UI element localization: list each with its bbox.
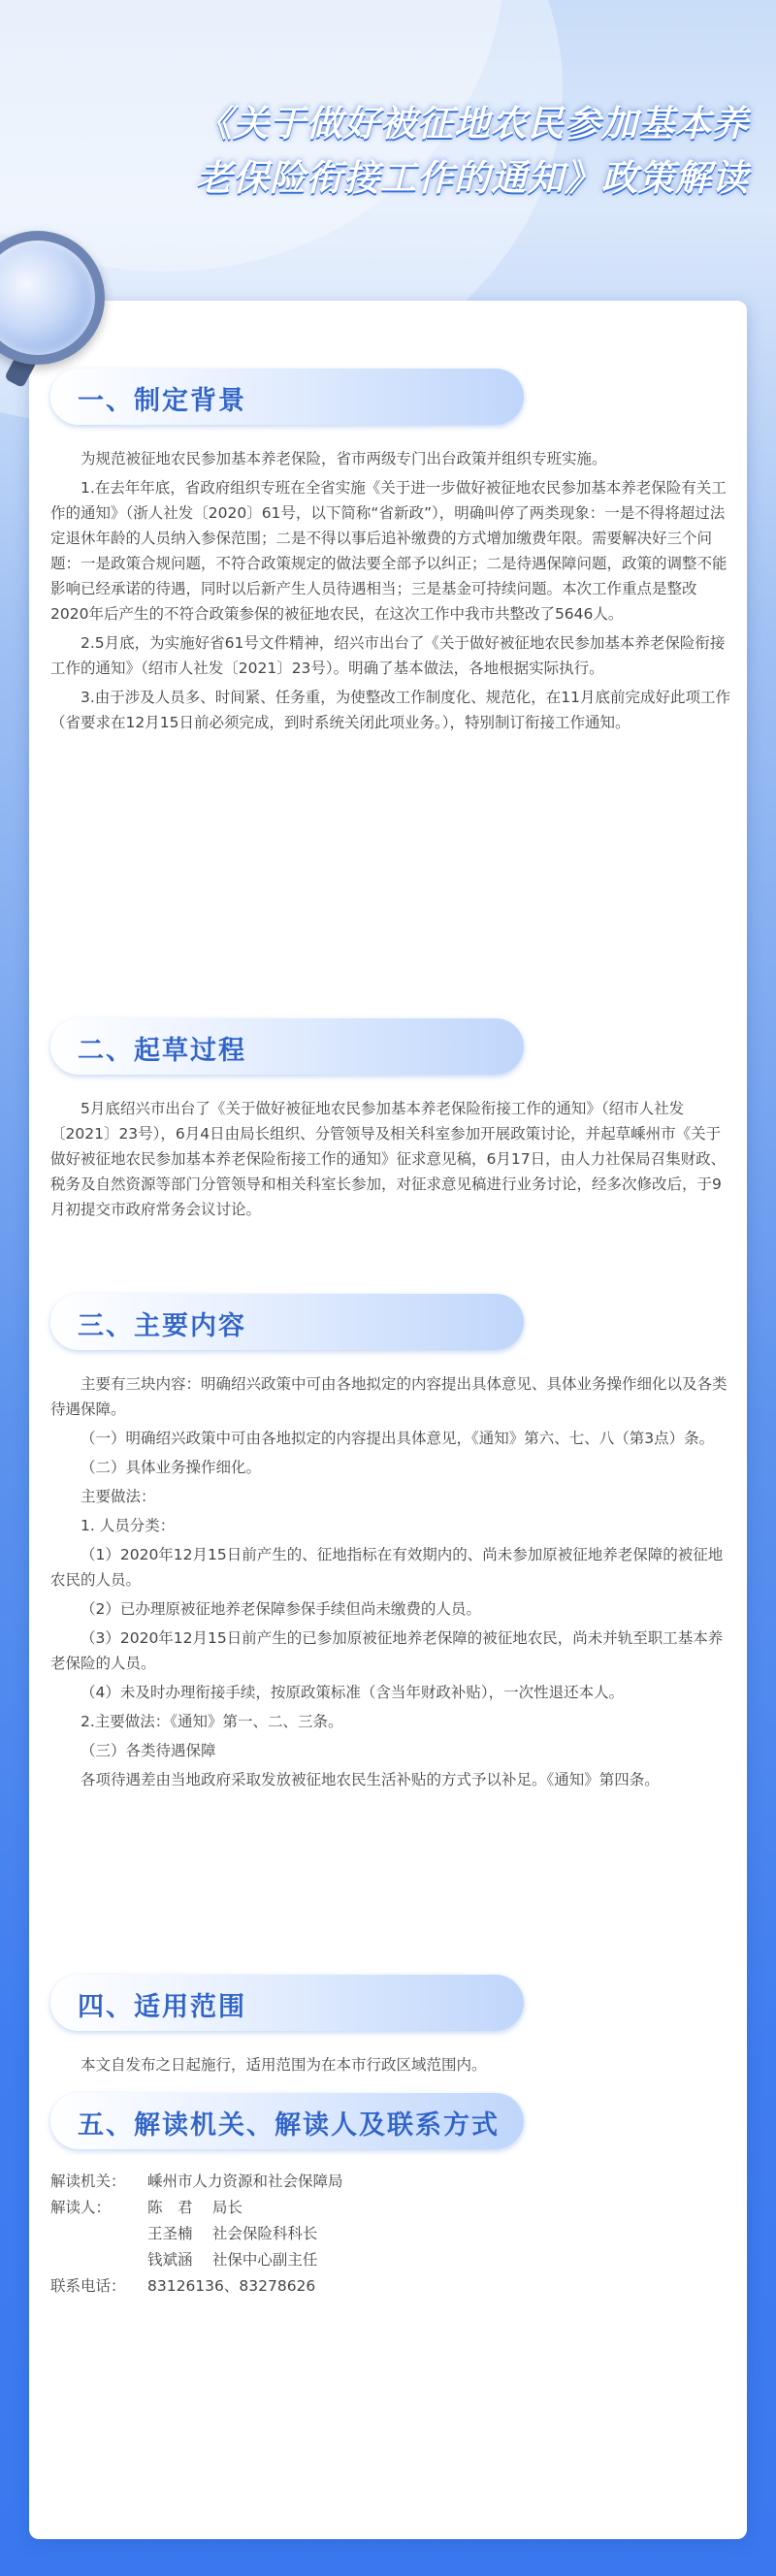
section-heading (50, 1975, 524, 2031)
section-main-content (50, 1294, 734, 1796)
paragraph: 主要有三块内容：明确绍兴政策中可由各地拟定的内容提出具体意见、具体业务操作细化以及各类待遇保障。 (50, 1375, 728, 1418)
section-heading (50, 369, 524, 425)
paragraph: 1. 人员分类： (81, 1517, 176, 1534)
paragraph: 2.5月底，为实施好省61号文件精神，绍兴市出台了《关于做好被征地农民参加基本养老保险衔接工作的通知》（绍市人社发〔2021〕23号）。明确了基本做法，各地根据实际执行。 (50, 634, 726, 677)
contact-person-label: 解读人： (50, 2199, 112, 2216)
paragraph: 1.在去年年底，省政府组织专班在全省实施《关于进一步做好被征地农民参加基本养老保险有关工作的通知》（浙人社发〔2020〕61号，以下简称“省新政”），明确叫停了两类现象：一是不得将超过法定退休年龄的人员纳入参保范围；二是不得以事后追补缴费的方式增加缴费年限。需要解决好三个问题：一是政策合规问题，不符合政策规定的做法要全部予以纠正；二是待遇保障问题，政策的调整不能影响已经承诺的待遇，同时以后新产生人员待遇相当；三是基金可持续问题。本次工作重点是整改2020年后产生的不符合政策参保的被征地农民，在这次工作中我市共整改了5646人。 (50, 479, 728, 623)
paragraph: 主要做法： (81, 1488, 156, 1505)
section-heading (50, 1018, 524, 1075)
paragraph: （3）2020年12月15日前产生的已参加原被征地养老保障的被征地农民，尚未并轨至职工基本养老保险的人员。 (50, 1629, 724, 1672)
paragraph: （1）2020年12月15日前产生的、征地指标在有效期内的、尚未参加原被征地养老保障的被征地农民的人员。 (50, 1546, 724, 1589)
contact-person: 王圣楠 社会保险科科长 (147, 2225, 318, 2242)
section-body (50, 1096, 734, 1222)
section-heading-text: 五、解读机关、解读人及联系方式 (78, 2110, 500, 2141)
section-contact (50, 2093, 734, 2300)
section-heading-text: 四、适用范围 (78, 1992, 246, 2022)
page-title (196, 97, 749, 206)
paragraph: （二）具体业务操作细化。 (81, 1459, 262, 1476)
contact-person-row (50, 2195, 734, 2221)
section-body (50, 446, 734, 735)
contact-info (50, 2169, 734, 2300)
paragraph: 2.主要做法：《通知》第一、二、三条。 (81, 1713, 343, 1730)
section-heading (50, 1294, 524, 1350)
section-heading-text: 一、制定背景 (78, 386, 246, 416)
contact-org-row (50, 2169, 734, 2195)
section-body (50, 1371, 734, 1792)
paragraph: 3.由于涉及人员多、时间紧、任务重，为使整改工作制度化、规范化，在11月底前完成好此项工作（省要求在12月15日前必须完成，到时系统关闭此项业务。），特别制订衔接工作通知。 (50, 689, 731, 731)
paragraph: 本文自发布之日起施行，适用范围为在本市行政区域范围内。 (81, 2056, 487, 2074)
section-heading-text: 二、起草过程 (78, 1036, 246, 1066)
paragraph: （2）已办理原被征地养老保障参保手续但尚未缴费的人员。 (81, 1600, 481, 1618)
paragraph: 为规范被征地农民参加基本养老保险，省市两级专门出台政策并组织专班实施。 (81, 450, 607, 467)
contact-org-value: 嵊州市人力资源和社会保障局 (147, 2173, 343, 2190)
contact-phone-row (50, 2273, 734, 2300)
section-heading (50, 2093, 524, 2149)
page-title-line-1: 《关于做好被征地农民参加基本养 (196, 103, 749, 145)
paragraph: （4）未及时办理衔接手续，按原政策标准（含当年财政补贴），一次性退还本人。 (81, 1684, 625, 1701)
contact-person: 钱斌涵 社保中心副主任 (147, 2251, 318, 2269)
section-scope (50, 1975, 734, 2081)
contact-org-label: 解读机关： (50, 2173, 126, 2190)
section-body (50, 2052, 734, 2077)
section-heading-text: 三、主要内容 (78, 1311, 246, 1341)
paragraph: 各项待遇差由当地政府采取发放被征地农民生活补贴的方式予以补足。《通知》第四条。 (81, 1771, 660, 1788)
contact-phone-value: 83126136、83278626 (147, 2277, 316, 2295)
section-background (50, 369, 734, 739)
contact-person: 陈 君 局长 (147, 2199, 242, 2216)
contact-phone-label: 联系电话： (50, 2277, 126, 2295)
paragraph: （三）各类待遇保障 (81, 1742, 216, 1759)
page-title-line-2: 老保险衔接工作的通知》政策解读 (196, 157, 749, 199)
paragraph: 5月底绍兴市出台了《关于做好被征地农民参加基本养老保险衔接工作的通知》（绍市人社发〔2021〕23号），6月4日由局长组织、分管领导及相关科室参加开展政策讨论，并起草嵊州市《关于做好被征地农民参加基本养老保险衔接工作的通知》征求意见稿，6月17日，由人力社保局召集财政、税务及自然资源等部门分管领导和相关科室长参加，对征求意见稿进行业务讨论，经多次修改后，于9月初提交市政府常务会议讨论。 (50, 1100, 727, 1218)
section-drafting (50, 1018, 734, 1226)
paragraph: （一）明确绍兴政策中可由各地拟定的内容提出具体意见，《通知》第六、七、八（第3点）条。 (81, 1430, 715, 1447)
